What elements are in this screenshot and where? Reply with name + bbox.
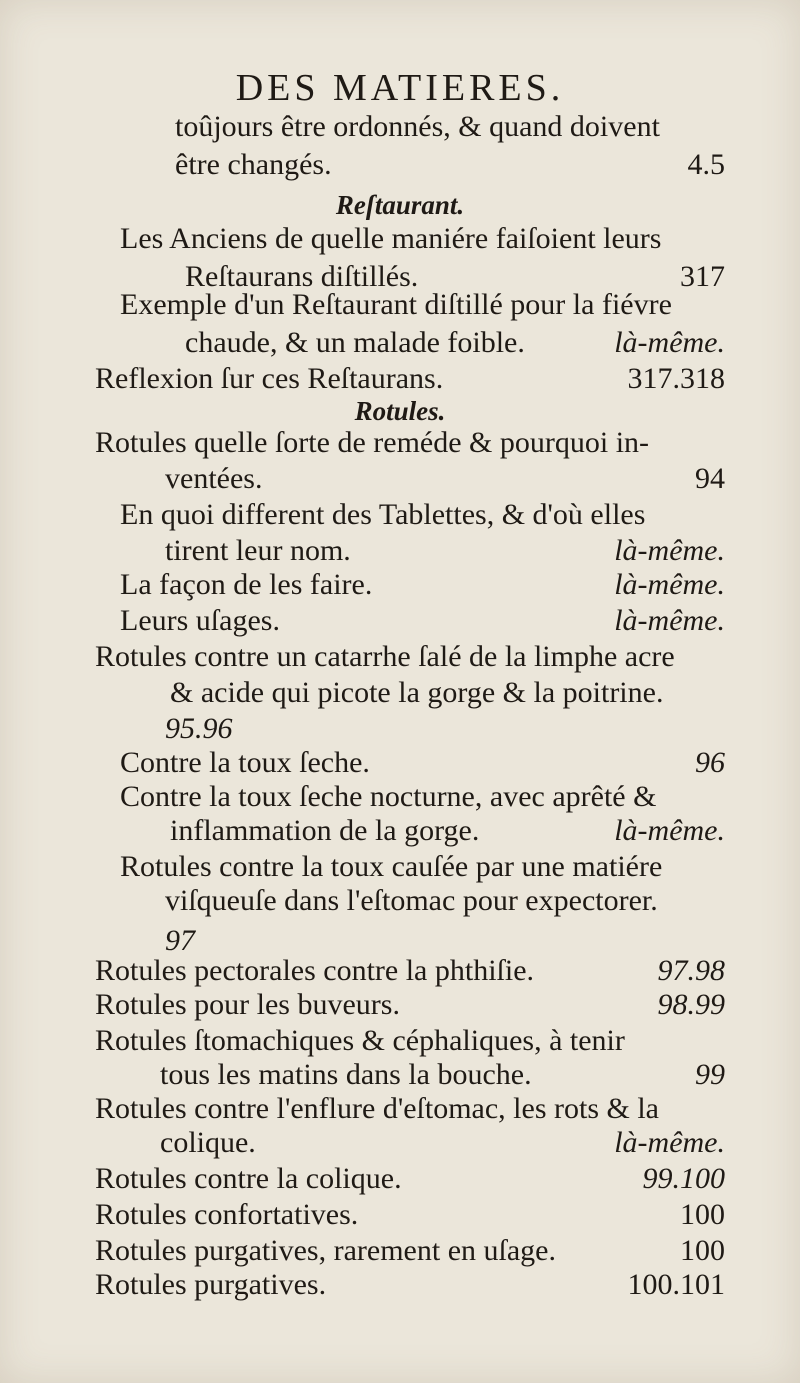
- index-line: [170, 812, 725, 850]
- entry-text: ventées.: [165, 462, 263, 495]
- entry-text: Rotules pectorales contre la phthiſie.: [95, 954, 535, 987]
- page-ref: là-même.: [614, 814, 725, 847]
- entry-text: Rotules quelle ſorte de reméde & pourquoi in-: [95, 426, 650, 459]
- entry-text: chaude, & un malade foible.: [185, 326, 525, 359]
- index-line: [95, 424, 725, 462]
- index-line: [95, 986, 725, 1024]
- index-line: [120, 744, 725, 782]
- entry-text: Contre la toux ſeche nocturne, avec aprêté &: [120, 780, 657, 813]
- entry-text: Les Anciens de quelle maniére faiſoient leurs: [120, 222, 662, 255]
- section-heading: Reſtaurant.: [335, 190, 465, 220]
- section-heading: Rotules.: [354, 396, 446, 426]
- entry-text: Rotules contre la toux cauſée par une matiére: [120, 850, 663, 883]
- page-ref: là-même.: [614, 326, 725, 359]
- index-line: [95, 638, 725, 676]
- entry-text: En quoi different des Tablettes, & d'où elles: [120, 498, 646, 531]
- page-ref: 99.100: [642, 1162, 725, 1195]
- entry-text: Rotules confortatives.: [95, 1198, 359, 1231]
- entry-text: Leurs uſages.: [120, 604, 280, 637]
- entry-text: Rotules ſtomachiques & céphaliques, à tenir: [95, 1024, 625, 1057]
- page-ref: 317: [680, 260, 725, 293]
- index-line: [95, 1160, 725, 1198]
- index-line: [95, 1090, 725, 1128]
- page-ref: 97.98: [657, 954, 725, 987]
- index-line: [95, 952, 725, 990]
- index-line: [95, 1196, 725, 1234]
- index-line: [120, 220, 725, 258]
- entry-text: 95.96: [165, 712, 233, 745]
- entry-text: Reflexion ſur ces Reſtaurans.: [95, 362, 444, 395]
- page-ref: là-même.: [614, 568, 725, 601]
- page-header: DES MATIERES.: [235, 67, 565, 109]
- entry-text: La façon de les faire.: [120, 568, 373, 601]
- entry-text: Rotules purgatives, rarement en uſage.: [95, 1234, 556, 1267]
- index-line: [95, 1266, 725, 1304]
- entry-text: colique.: [160, 1126, 256, 1159]
- index-line: [165, 532, 725, 570]
- entry-text: Rotules contre l'enflure d'eſtomac, les rots & la: [95, 1092, 659, 1125]
- page-ref: là-même.: [614, 604, 725, 637]
- entry-text: Rotules contre un catarrhe ſalé de la limphe acre: [95, 640, 675, 673]
- index-line: [165, 460, 725, 498]
- page-ref: 100: [680, 1234, 725, 1267]
- page-ref: 96: [695, 746, 725, 779]
- page-ref: là-même.: [614, 534, 725, 567]
- index-line: [175, 108, 725, 146]
- index-line: [120, 496, 725, 534]
- entry-text: 97: [165, 924, 195, 957]
- entry-text: être changés.: [175, 148, 332, 181]
- index-line: [120, 286, 725, 324]
- entry-text: Reſtaurans diſtillés.: [185, 260, 419, 293]
- index-line: [160, 1056, 725, 1094]
- entry-text: Rotules pour les buveurs.: [95, 988, 400, 1021]
- index-line: [95, 1232, 725, 1270]
- index-line: [165, 882, 725, 920]
- entry-text: tous les matins dans la bouche.: [160, 1058, 532, 1091]
- index-line: [170, 674, 725, 712]
- page-ref: 99: [695, 1058, 725, 1091]
- entry-text: toûjours être ordonnés, & quand doivent: [175, 110, 660, 143]
- page-ref: 317.318: [627, 362, 725, 395]
- page-ref: 4.5: [687, 148, 725, 181]
- entry-text: Rotules contre la colique.: [95, 1162, 402, 1195]
- page-ref: 100: [680, 1198, 725, 1231]
- index-line: [120, 602, 725, 640]
- index-line: [95, 360, 725, 398]
- entry-text: Rotules purgatives.: [95, 1268, 327, 1301]
- index-line: [120, 848, 725, 886]
- entry-text: Contre la toux ſeche.: [120, 746, 370, 779]
- index-line: [120, 778, 725, 816]
- page-ref: 94: [695, 462, 725, 495]
- index-line: [175, 146, 725, 184]
- index-line: [165, 710, 365, 748]
- index-line: [95, 1022, 725, 1060]
- entry-text: viſqueuſe dans l'eſtomac pour expectorer.: [165, 884, 658, 917]
- page-ref: là-même.: [614, 1126, 725, 1159]
- page-ref: 100.101: [627, 1268, 725, 1301]
- index-line: [120, 566, 725, 604]
- index-line: [185, 324, 725, 362]
- entry-text: tirent leur nom.: [165, 534, 351, 567]
- entry-text: inflammation de la gorge.: [170, 814, 480, 847]
- index-line: [160, 1124, 725, 1162]
- entry-text: Exemple d'un Reſtaurant diſtillé pour la fiévre: [120, 288, 672, 321]
- entry-text: & acide qui picote la gorge & la poitrine.: [170, 676, 664, 709]
- page-ref: 98.99: [657, 988, 725, 1021]
